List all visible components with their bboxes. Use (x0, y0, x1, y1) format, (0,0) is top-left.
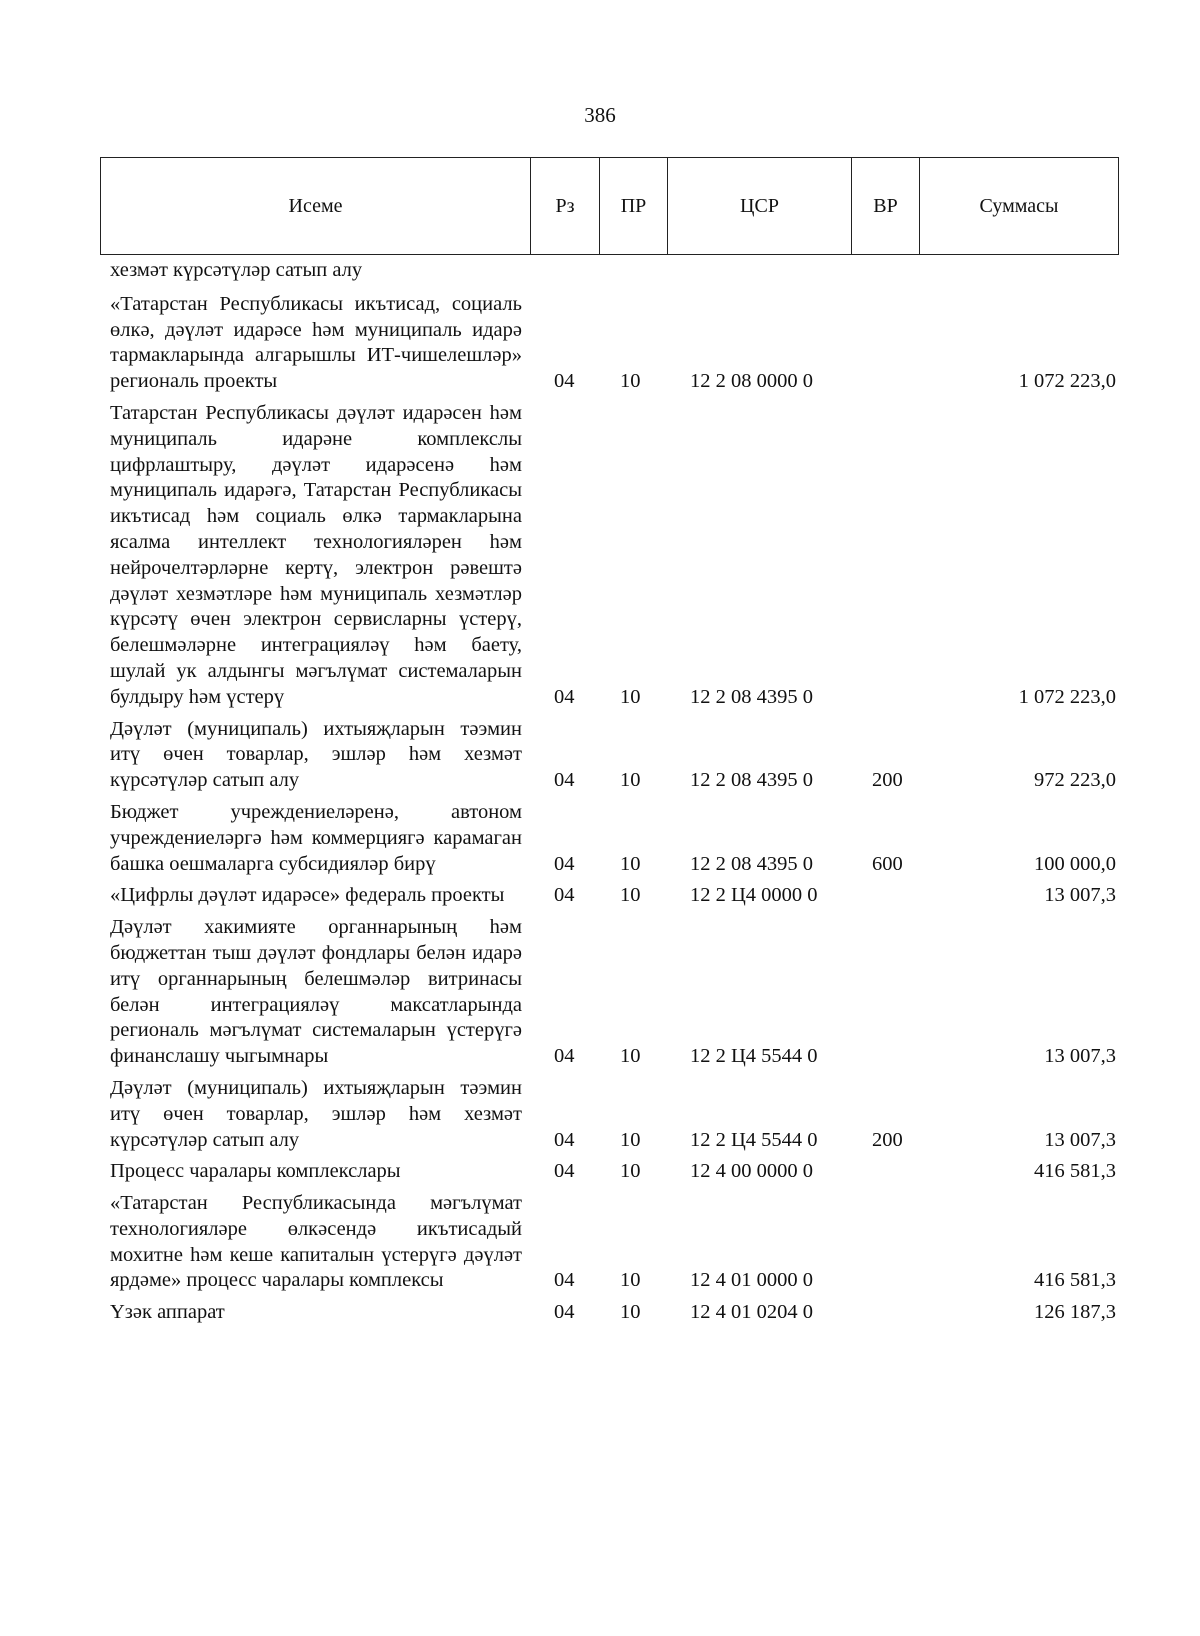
table-row (110, 717, 1120, 794)
header-rz: Рз (531, 158, 600, 254)
row-sum: 126 187,3 (1034, 1301, 1116, 1324)
row-name: Процесс чаралары комплекслары (110, 1160, 401, 1183)
table-body (110, 258, 1120, 1332)
row-name: хезмәт күрсәтүләр сатып алу (110, 259, 363, 281)
row-name: «Цифрлы дәүләт идарәсе» федераль проекты (110, 884, 505, 907)
row-name: «Татарстан Республикасында мәгълүмат технологияләре өлкәсендә икътисадый мохитне һәм кеше капиталын үстерүгә дәүләт ярдәме» процесс чаралары комплексы (110, 1192, 522, 1292)
row-rz: 04 (554, 1045, 575, 1068)
row-sum: 13 007,3 (1044, 1045, 1116, 1068)
header-pr: ПР (600, 158, 668, 254)
table-header (100, 157, 1119, 255)
table-row (110, 401, 1120, 711)
row-csr: 12 2 08 0000 0 (690, 370, 813, 393)
row-pr: 10 (620, 685, 641, 708)
table-row (110, 800, 1120, 877)
table-row (110, 883, 1120, 909)
row-sum: 416 581,3 (1034, 1269, 1116, 1292)
table-row (110, 258, 1120, 284)
row-rz: 04 (554, 1301, 575, 1324)
row-pr: 10 (620, 852, 641, 875)
row-pr: 10 (620, 769, 641, 792)
row-name: Үзәк аппарат (110, 1301, 225, 1324)
row-rz: 04 (554, 370, 575, 393)
row-name: «Татарстан Республикасы икътисад, социаль өлкә, дәүләт идарәсе һәм муниципаль идарә тармакларында алгарышлы ИТ-чишелешләр» региональ проекты (110, 292, 522, 393)
row-sum: 13 007,3 (1044, 1128, 1116, 1151)
row-rz: 04 (554, 1128, 575, 1151)
row-name: Дәүләт (муниципаль) ихтыяҗларын тәэмин итү өчен товарлар, эшләр һәм хезмәт күрсәтүләр сатып алу (110, 1076, 522, 1151)
row-sum: 1 072 223,0 (1018, 370, 1116, 393)
row-vr: 600 (872, 852, 903, 875)
row-pr: 10 (620, 1045, 641, 1068)
row-sum: 13 007,3 (1044, 884, 1116, 907)
row-csr: 12 4 01 0204 0 (690, 1301, 813, 1324)
row-csr: 12 2 Ц4 5544 0 (690, 1128, 818, 1151)
row-rz: 04 (554, 1269, 575, 1292)
row-vr: 200 (872, 769, 903, 792)
row-csr: 12 2 Ц4 5544 0 (690, 1045, 818, 1068)
table-row (110, 1300, 1120, 1326)
table-row (110, 292, 1120, 395)
row-rz: 04 (554, 852, 575, 875)
row-pr: 10 (620, 1301, 641, 1324)
row-vr: 200 (872, 1128, 903, 1151)
header-vr: ВР (852, 158, 920, 254)
row-pr: 10 (620, 1160, 641, 1183)
row-sum: 416 581,3 (1034, 1160, 1116, 1183)
row-name: Дәүләт хакимияте органнарының һәм бюджеттан тыш дәүләт фондлары белән идарә итү органнарының белешмәләр витринасы белән интеграцияләү максатларында региональ мәгълүмат системаларын үстерүгә финанслашу чыгымнары (110, 916, 522, 1068)
row-pr: 10 (620, 1269, 641, 1292)
row-sum: 1 072 223,0 (1018, 685, 1116, 708)
header-sum: Суммасы (979, 194, 1059, 217)
row-name: Дәүләт (муниципаль) ихтыяҗларын тәэмин итү өчен товарлар, эшләр һәм хезмәт күрсәтүләр сатып алу (110, 717, 522, 792)
row-csr: 12 2 08 4395 0 (690, 685, 813, 708)
row-csr: 12 2 Ц4 0000 0 (690, 884, 818, 907)
row-rz: 04 (554, 685, 575, 708)
row-csr: 12 4 01 0000 0 (690, 1269, 813, 1292)
table-row (110, 1159, 1120, 1185)
header-name: Исеме (101, 158, 531, 254)
row-csr: 12 2 08 4395 0 (690, 852, 813, 875)
row-pr: 10 (620, 1128, 641, 1151)
row-sum: 100 000,0 (1034, 852, 1116, 875)
page-number: 386 (584, 103, 616, 127)
row-name: Бюджет учреждениеләренә, автоном учреждениеләргә һәм коммерциягә карамаган башка оешмаларга субсидияләр бирү (110, 800, 522, 875)
header-csr: ЦСР (668, 158, 852, 254)
table-row (110, 1076, 1120, 1153)
row-pr: 10 (620, 884, 641, 907)
row-sum: 972 223,0 (1034, 769, 1116, 792)
row-rz: 04 (554, 1160, 575, 1183)
row-csr: 12 4 00 0000 0 (690, 1160, 813, 1183)
row-csr: 12 2 08 4395 0 (690, 769, 813, 792)
table-row (110, 915, 1120, 1070)
row-name: Татарстан Республикасы дәүләт идарәсен һәм муниципаль идарәне комплекслы цифрлаштыру, дәүләт идарәсенә һәм муниципаль идарәгә, Татарстан Республикасы икътисад һәм социаль өлкә тармакларына ясалма интеллект технологияләрен һәм нейрочелтәрләрне кертү, электрон рәвештә дәүләт хезмәтләре һәм муниципаль хезмәтләр күрсәтү өчен электрон сервисларны үстерү, белешмәләрне интеграцияләү һәм баету, шулай ук алдынгы мәгълүмат системаларын булдыру һәм үстерү (110, 401, 522, 708)
row-rz: 04 (554, 884, 575, 907)
table-row (110, 1191, 1120, 1294)
row-pr: 10 (620, 370, 641, 393)
row-rz: 04 (554, 769, 575, 792)
